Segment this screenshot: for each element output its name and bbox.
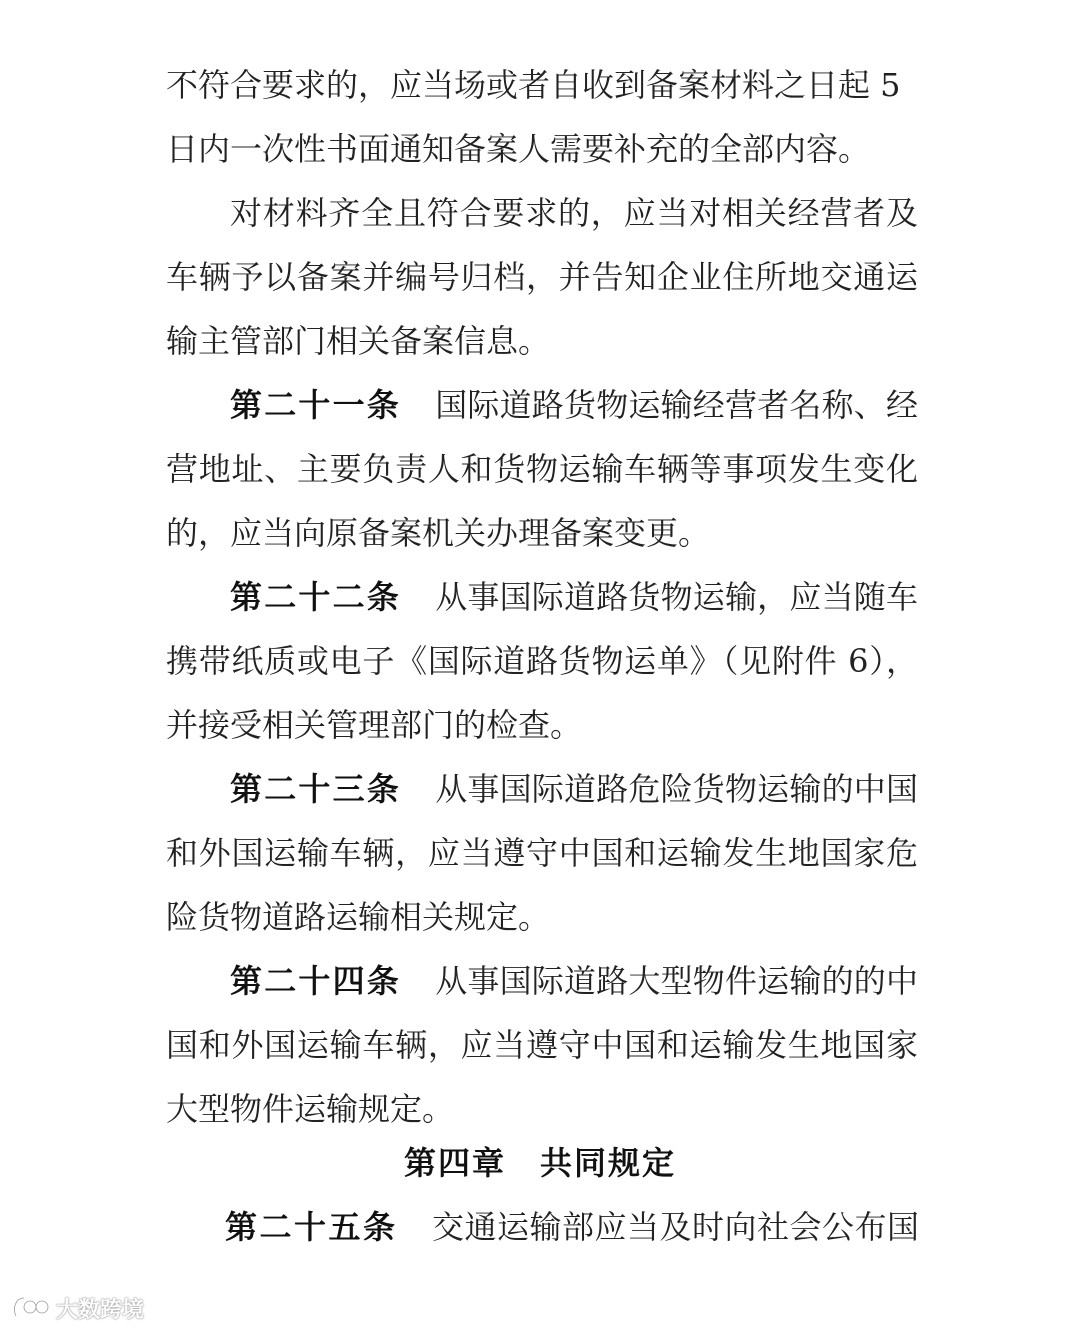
text-line [166, 641, 918, 681]
article-number: 第二十五条 [225, 1208, 398, 1246]
text-line-content: 对材料齐全且符合要求的，应当对相关经营者及 [230, 194, 918, 232]
text-line-content: 交通运输部应当及时向社会公布国 [431, 1208, 919, 1246]
article-21-first-line [230, 385, 918, 425]
text-line-content: 日内一次性书面通知备案人需要补充的全部内容。 [166, 130, 871, 168]
article-24-first-line [230, 961, 918, 1001]
text-line-content: 大型物件运输规定。 [166, 1090, 455, 1128]
text-line [166, 513, 918, 553]
text-line-content: 不符合要求的，应当场或者自收到备案材料之日起 5 [166, 66, 901, 104]
watermark [10, 1288, 144, 1328]
text-line-content: 从事国际道路大型物件运输的的中 [435, 962, 918, 1000]
text-line [166, 449, 918, 489]
chapter-heading [0, 1143, 1080, 1183]
text-line [166, 1025, 918, 1065]
chapter-title: 共同规定 [540, 1144, 677, 1182]
text-line-content: 的，应当向原备案机关办理备案变更。 [166, 514, 711, 552]
article-22-first-line [230, 577, 918, 617]
text-line-content: 国际道路货物运输经营者名称、经 [435, 386, 918, 424]
text-line [166, 705, 918, 745]
text-line [166, 1089, 918, 1129]
text-line [166, 257, 918, 297]
text-line-content: 从事国际道路货物运输，应当随车 [435, 578, 918, 616]
text-line-content: 携带纸质或电子《国际道路货物运单》（见附件 6）， [166, 642, 918, 680]
text-line [166, 129, 918, 169]
text-line-content: 输主管部门相关备案信息。 [166, 322, 551, 360]
text-line-content: 从事国际道路危险货物运输的中国 [435, 770, 918, 808]
article-25-first-line [225, 1207, 919, 1247]
text-line-content: 车辆予以备案并编号归档，并告知企业住所地交通运 [166, 258, 918, 296]
paragraph-first-line [230, 193, 918, 233]
text-line [166, 897, 918, 937]
watermark-text: 大数跨境 [56, 1297, 145, 1323]
text-line-content: 险货物道路运输相关规定。 [166, 898, 551, 936]
article-number: 第二十一条 [230, 386, 401, 424]
text-line-content: 国和外国运输车辆，应当遵守中国和运输发生地国家 [166, 1026, 918, 1064]
article-number: 第二十二条 [230, 578, 401, 616]
text-line [166, 65, 918, 105]
text-line-content: 并接受相关管理部门的检查。 [166, 706, 583, 744]
article-number: 第二十四条 [230, 962, 401, 1000]
text-line [166, 833, 918, 873]
article-number: 第二十三条 [230, 770, 401, 808]
article-23-first-line [230, 769, 918, 809]
text-line [166, 321, 918, 361]
chapter-number: 第四章 [403, 1144, 506, 1182]
text-line-content: 和外国运输车辆，应当遵守中国和运输发生地国家危 [166, 834, 918, 872]
text-line-content: 营地址、主要负责人和货物运输车辆等事项发生变化 [166, 450, 918, 488]
brand-logo-icon [10, 1294, 50, 1322]
